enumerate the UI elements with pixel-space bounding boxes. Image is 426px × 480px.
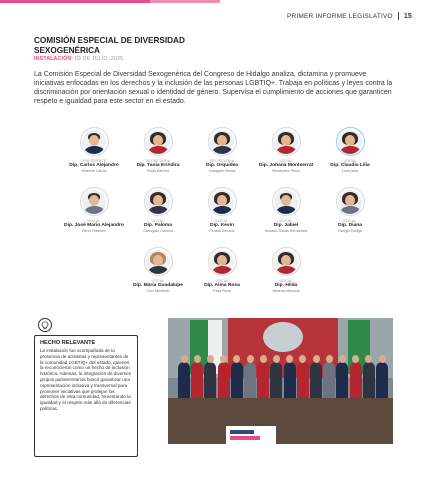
logo-bar (230, 430, 254, 434)
member-portrait (274, 250, 298, 274)
photo-person (350, 362, 362, 398)
member-photo (144, 187, 173, 216)
portrait-body (276, 266, 297, 274)
member-name: Dip. Kevin (210, 223, 234, 229)
member-role: VOCAL (343, 158, 357, 163)
photo-logo (226, 426, 276, 444)
photo-person (178, 362, 190, 398)
photo-person-head (207, 355, 214, 363)
member-photo (144, 127, 173, 156)
member-name: Dip. Claudia Lilia (330, 163, 370, 169)
photo-person-head (313, 355, 320, 363)
page-number: 15 (403, 12, 412, 20)
photo-person (191, 362, 203, 398)
member-role: VOCAL (87, 218, 101, 223)
photo-person (284, 362, 296, 398)
photo-person (336, 362, 348, 398)
member-role: VOCAL (279, 218, 293, 223)
portrait-face (281, 195, 291, 206)
member-name: Dip. Orquídea (205, 163, 239, 169)
photo-person (297, 362, 309, 398)
accent-segment (220, 0, 426, 3)
member-role: VOCAL (151, 278, 165, 283)
photo-person-head (379, 355, 386, 363)
photo-person-head (273, 355, 280, 363)
member-name: Dip. Hilda (274, 283, 298, 289)
portrait-body (340, 146, 361, 154)
member-photo (144, 247, 173, 276)
member-name: Dip. José Mario Alejandro (64, 223, 124, 229)
member-portrait (146, 130, 170, 154)
lightbulb-icon-glyph (41, 321, 49, 330)
photo-floor (168, 398, 393, 444)
portrait-body (148, 206, 169, 214)
photo-person-head (326, 355, 333, 363)
report-title: PRIMER INFORME LEGISLATIVO (286, 12, 393, 20)
portrait-body (212, 266, 233, 274)
member-portrait (82, 190, 106, 214)
member-photo (208, 127, 237, 156)
portrait-body (148, 146, 169, 154)
member-surname: Rivas Barrera (147, 168, 169, 173)
portrait-face (217, 255, 227, 266)
member-role: VOCAL (279, 278, 293, 283)
photo-person (257, 362, 269, 398)
member-name: Dip. Alma Rosa (204, 283, 240, 289)
photo-person-head (260, 355, 267, 363)
member-card (244, 247, 328, 293)
installation-date: 09 DE JULIO, 2025 (74, 56, 124, 62)
installation-line (34, 56, 123, 62)
portrait-face (89, 135, 99, 146)
member-portrait (146, 250, 170, 274)
member-name: Dip. Paloma (144, 223, 172, 229)
member-portrait (210, 130, 234, 154)
member-name: Dip. Tania Erindira (136, 163, 180, 169)
member-photo (272, 127, 301, 156)
member-photo (272, 187, 301, 216)
member-photo (80, 127, 109, 156)
portrait-face (217, 195, 227, 206)
member-surname: Larragoiti Olvera (208, 168, 236, 173)
highlight-heading: HECHO RELEVANTE (40, 340, 96, 346)
portrait-face (281, 255, 291, 266)
portrait-face (153, 195, 163, 206)
member-surname: Carrugato Garnica (143, 228, 173, 233)
portrait-face (153, 255, 163, 266)
member-surname: Hernández Pérez (272, 168, 300, 173)
member-name: Dip. Jabiel (273, 223, 299, 229)
photo-person (363, 362, 375, 398)
member-card (308, 127, 392, 173)
photo-person (310, 362, 322, 398)
portrait-face (345, 135, 355, 146)
highlight-box (34, 335, 138, 457)
portrait-body (84, 206, 105, 214)
highlight-text: La instalación fue acompañada de la presencia de activistas y representantes de la comunidad LGBTIQ+ del estado, quienes la reconocieron como un hecho de inclusión histórica. Además, la integración de diversos grupos parlamentarios buscó garantizar una representación inclusiva y transversal para promover iniciativas que protejan los derechos de esta comunidad, fomentando la igualdad y el respeto más allá de diferencias políticas. (40, 348, 131, 411)
member-surname: Cruz Montiello (146, 288, 170, 293)
accent-segment (150, 0, 220, 3)
member-portrait (146, 190, 170, 214)
member-photo (336, 127, 365, 156)
member-portrait (274, 190, 298, 214)
member-photo (208, 187, 237, 216)
portrait-face (89, 195, 99, 206)
photo-person (218, 362, 230, 398)
portrait-body (148, 266, 169, 274)
portrait-face (281, 135, 291, 146)
installation-label: INSTALACIÓN: (34, 56, 74, 62)
member-portrait (82, 130, 106, 154)
member-role: VOCAL (279, 158, 293, 163)
photo-person (270, 362, 282, 398)
member-portrait (274, 130, 298, 154)
photo-person (323, 362, 335, 398)
member-portrait (210, 190, 234, 214)
member-role: VOCAL (343, 218, 357, 223)
photo-person-head (247, 355, 254, 363)
member-portrait (338, 130, 362, 154)
accent-segment (0, 0, 150, 3)
portrait-body (212, 146, 233, 154)
member-surname: Peralta Serrano (209, 228, 235, 233)
member-name: Dip. Johana Montserrat (258, 163, 314, 169)
member-photo (336, 187, 365, 216)
member-surname: Elías Reza (213, 288, 231, 293)
photo-person (244, 362, 256, 398)
portrait-body (84, 146, 105, 154)
portrait-face (345, 195, 355, 206)
member-card (308, 187, 392, 233)
member-role: SECRETARIA (145, 158, 171, 163)
commission-description: La Comisión Especial de Diversidad Sexogenérica del Congreso de Hidalgo analiza, dictamina y promueve iniciativas enfocadas en los derechos y la inclusión de las personas LGBTIQ+. Trabaja en políticas y leyes contra la discriminación por orientación sexual o identidad de género. Supervisa el cumplimiento de acciones que garanticen respeto e igualdad para este sector en el estado. (34, 71, 393, 105)
member-portrait (338, 190, 362, 214)
member-role: VOCAL (151, 218, 165, 223)
top-accent-bar (0, 0, 426, 3)
header-divider (398, 12, 399, 20)
member-role: VOCAL (215, 218, 229, 223)
member-photo (80, 187, 109, 216)
photo-person-head (339, 355, 346, 363)
member-surname: Luna Islas (341, 168, 359, 173)
member-surname: Hurtado-Rosas Hernández (264, 228, 308, 233)
member-photo (272, 247, 301, 276)
photo-emblem (263, 322, 303, 352)
group-photo (168, 318, 393, 444)
member-name: Dip. María Guadalupe (132, 283, 183, 289)
portrait-face (153, 135, 163, 146)
member-surname: Rangel Zúñiga (338, 228, 362, 233)
member-name: Dip. Diana (338, 223, 362, 229)
member-surname: Pérez Ramírez (82, 228, 106, 233)
logo-bar (230, 436, 260, 440)
portrait-body (276, 146, 297, 154)
photo-person-head (181, 355, 188, 363)
photo-person-head (194, 355, 201, 363)
lightbulb-icon (38, 318, 52, 332)
portrait-face (217, 135, 227, 146)
commission-title: COMISIÓN ESPECIAL DE DIVERSIDAD SEXOGENÉRICA (34, 36, 185, 55)
portrait-body (276, 206, 297, 214)
photo-person (204, 362, 216, 398)
member-name: Dip. Carlos Alejandro (69, 163, 119, 169)
photo-person (231, 362, 243, 398)
member-surname: Miranda Miranda (272, 288, 300, 293)
member-role: VOCAL (215, 278, 229, 283)
member-surname: Alderete Calvijo (81, 168, 107, 173)
member-role: SECRETARIA (209, 158, 235, 163)
page-header (287, 12, 412, 20)
member-photo (208, 247, 237, 276)
photo-person (376, 362, 388, 398)
portrait-body (340, 206, 361, 214)
member-role: PRESIDENTE (81, 158, 107, 163)
member-portrait (210, 250, 234, 274)
portrait-body (212, 206, 233, 214)
